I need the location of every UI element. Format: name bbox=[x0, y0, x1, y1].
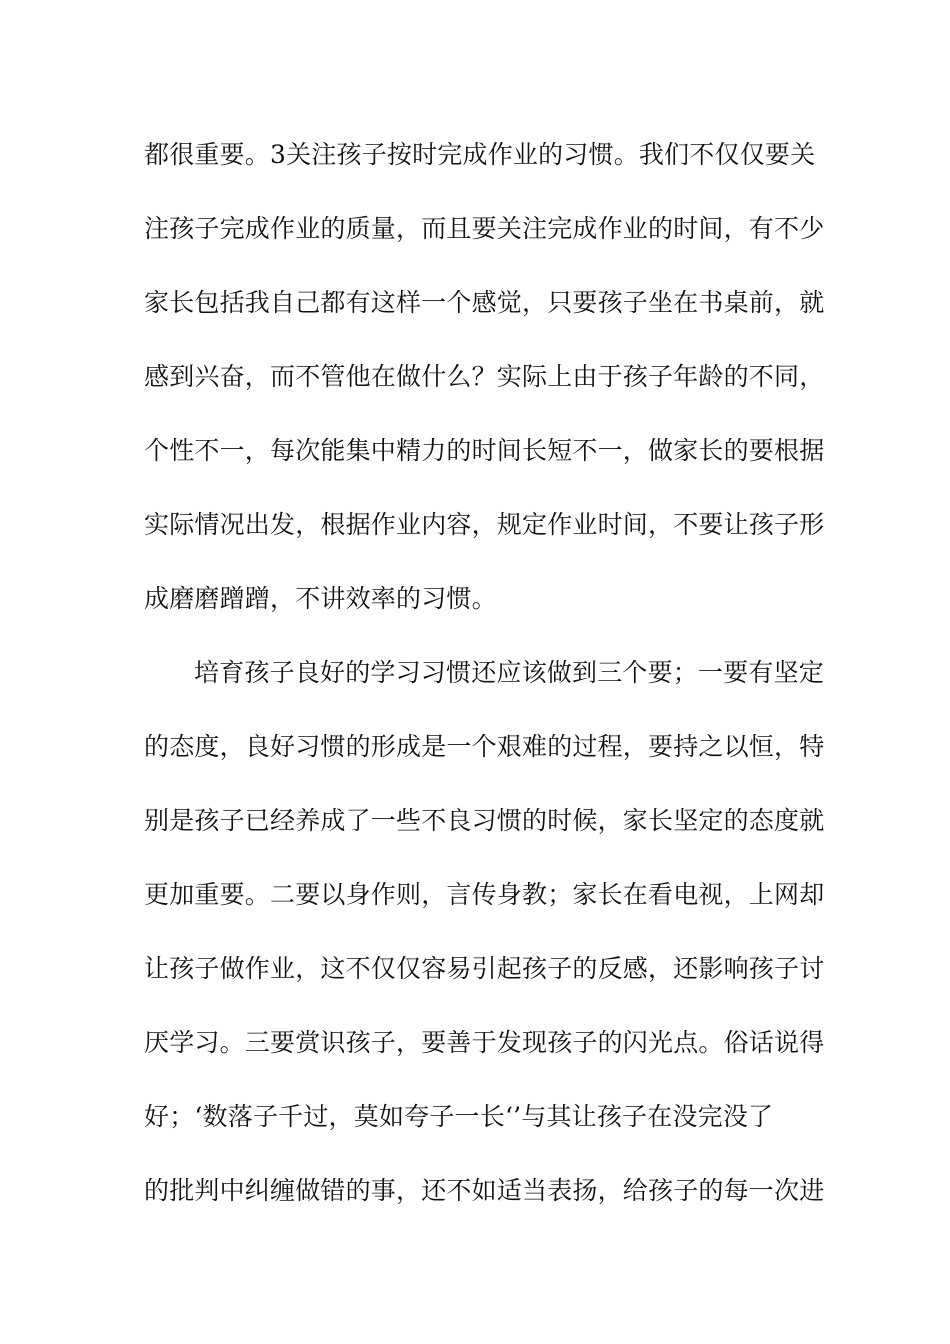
paragraph-first-line: 培育孩子良好的学习习惯还应该做到三个要；一要有坚定 bbox=[194, 658, 825, 687]
text-line: 个性不一，每次能集中精力的时间长短不一，做家长的要根据 bbox=[144, 436, 825, 465]
text-line: 的态度，良好习惯的形成是一个艰难的过程，要持之以恒，特 bbox=[144, 732, 825, 761]
text-line: 注孩子完成作业的质量，而且要关注完成作业的时间，有不少 bbox=[144, 214, 825, 243]
text-line: 让孩子做作业，这不仅仅容易引起孩子的反感，还影响孩子讨 bbox=[144, 954, 825, 983]
text-line: 厌学习。三要赏识孩子，要善于发现孩子的闪光点。俗话说得 bbox=[144, 1028, 825, 1057]
text-line: 感到兴奋，而不管他在做什么？实际上由于孩子年龄的不同， bbox=[144, 362, 825, 391]
text-line: 更加重要。二要以身作则，言传身教；家长在看电视，上网却 bbox=[144, 880, 825, 909]
text-line: 都很重要。3关注孩子按时完成作业的习惯。我们不仅仅要关 bbox=[144, 140, 816, 169]
text-line: 实际情况出发，根据作业内容，规定作业时间，不要让孩子形 bbox=[144, 510, 825, 539]
text-line: 别是孩子已经养成了一些不良习惯的时候，家长坚定的态度就 bbox=[144, 806, 825, 835]
body-text bbox=[144, 130, 825, 1240]
text-line: 成磨磨蹭蹭，不讲效率的习惯。 bbox=[144, 584, 497, 613]
text-line: 家长包括我自己都有这样一个感觉，只要孩子坐在书桌前，就 bbox=[144, 288, 825, 317]
text-line: 好；‘数落子千过，莫如夸子一长‘’与其让孩子在没完没了 bbox=[144, 1102, 774, 1131]
text-line: 的批判中纠缠做错的事，还不如适当表扬，给孩子的每一次进 bbox=[144, 1176, 825, 1205]
